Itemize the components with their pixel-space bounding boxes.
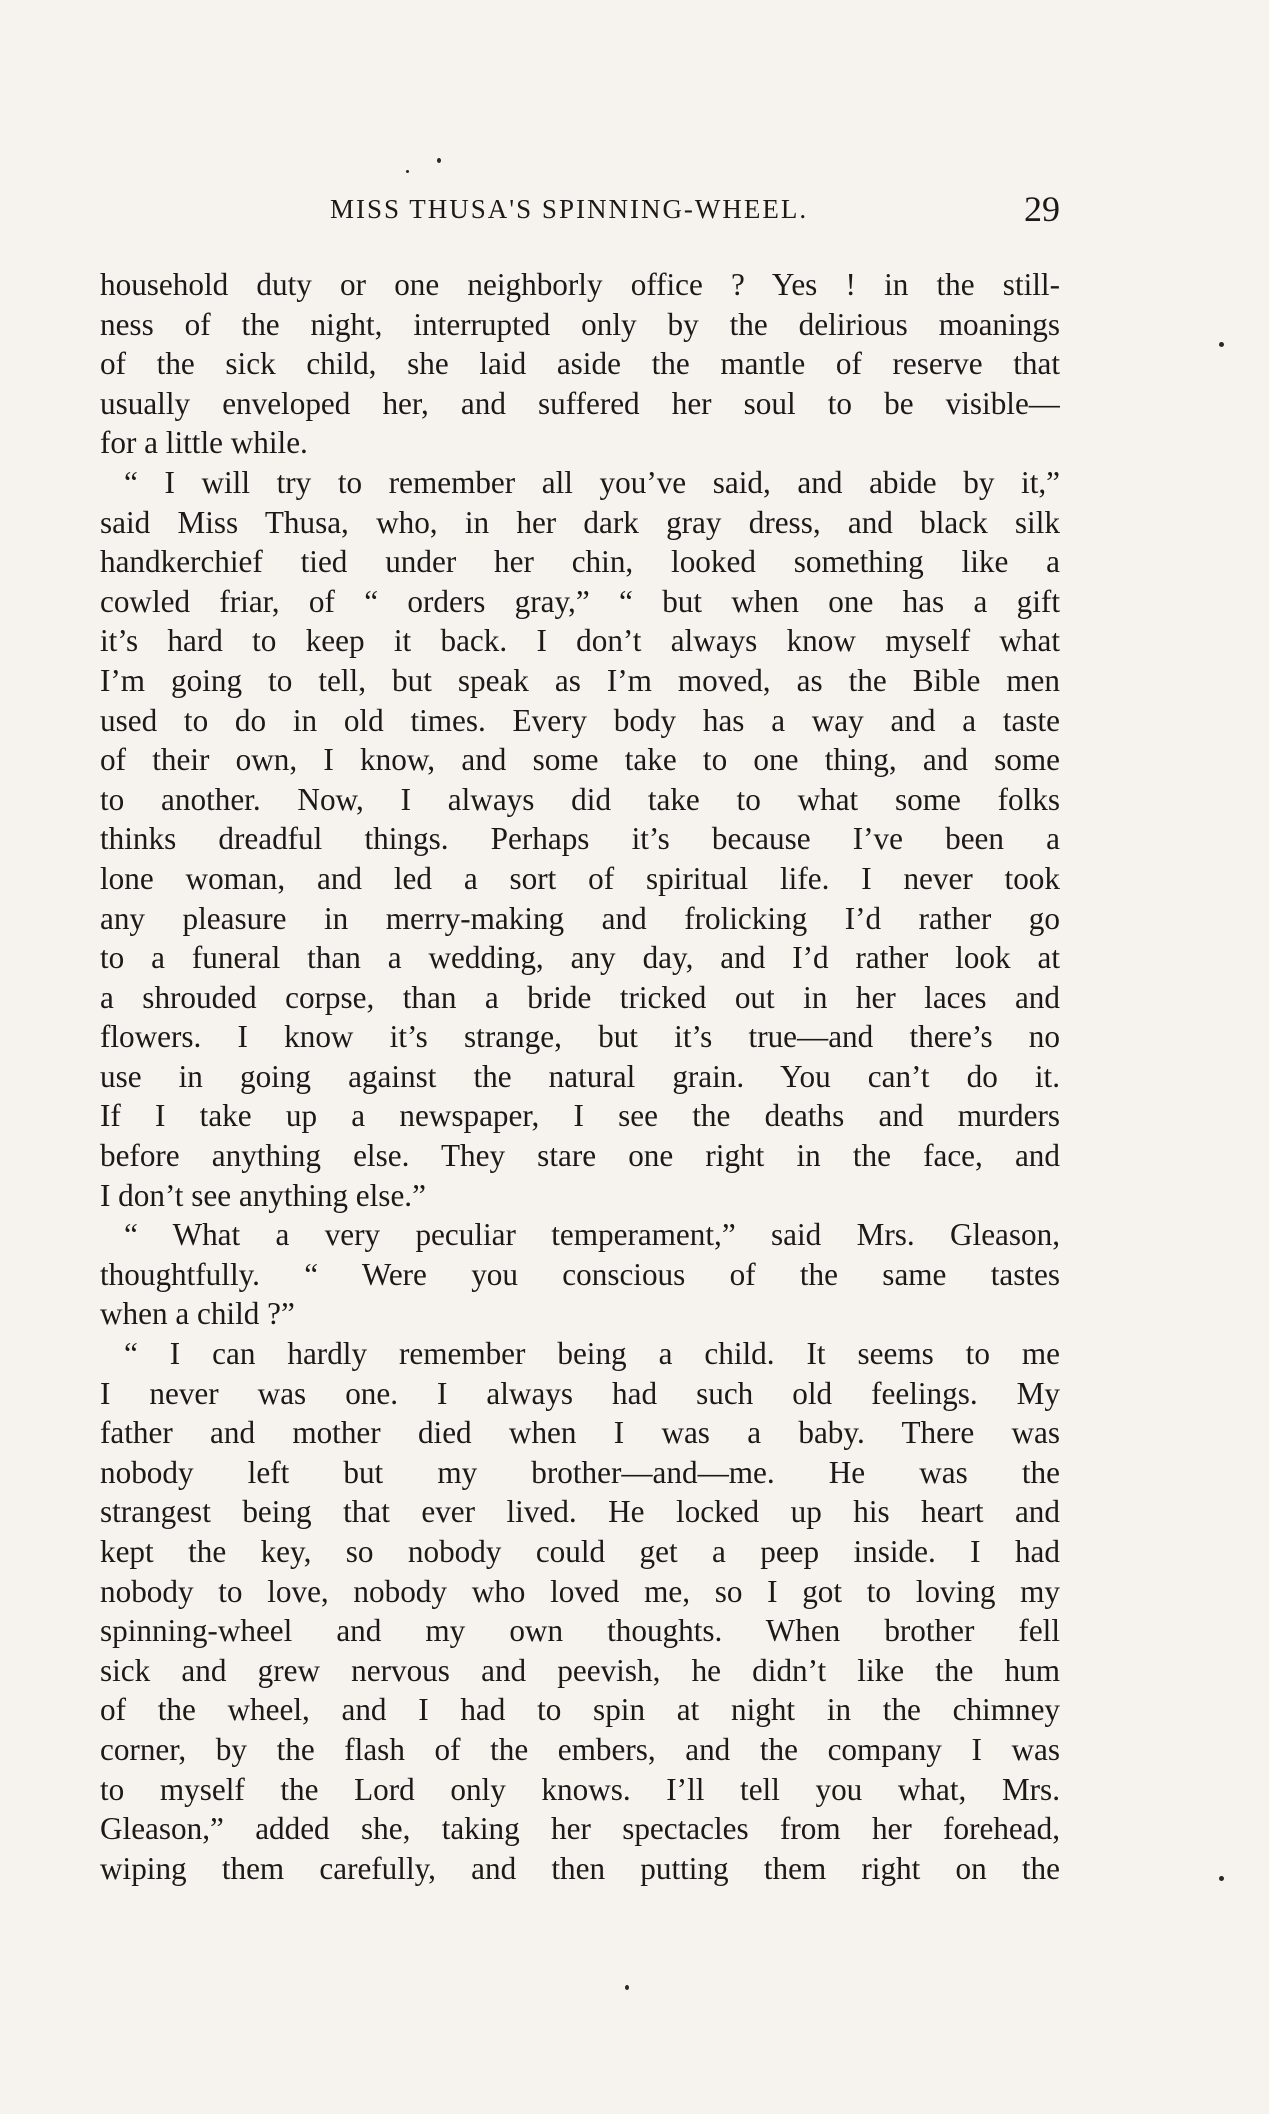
text-line: to myself the Lord only knows. I’ll tell you what, Mrs. bbox=[100, 1771, 1060, 1807]
scan-speck bbox=[1219, 1876, 1224, 1881]
text-line: spinning-wheel and my own thoughts. When brother fell bbox=[100, 1613, 1060, 1649]
text-line: handkerchief tied under her chin, looked something like a bbox=[100, 544, 1060, 580]
text-line: a shrouded corpse, than a bride tricked out in her laces and bbox=[100, 979, 1060, 1015]
scan-speck bbox=[1219, 342, 1224, 347]
text-line: thinks dreadful things. Perhaps it’s because I’ve been a bbox=[100, 821, 1060, 857]
text-line: it’s hard to keep it back. I don’t always know myself what bbox=[100, 623, 1060, 659]
text-line: when a child ?” bbox=[100, 1296, 295, 1332]
text-line: used to do in old times. Every body has a way and a taste bbox=[100, 702, 1060, 738]
text-line: before anything else. They stare one right in the face, and bbox=[100, 1138, 1060, 1174]
page-header bbox=[100, 188, 1060, 238]
scan-speck bbox=[406, 170, 409, 173]
running-head: MISS THUSA'S SPINNING-WHEEL. bbox=[330, 194, 809, 224]
text-line: ness of the night, interrupted only by the delirious moanings bbox=[100, 306, 1060, 342]
text-line: thoughtfully. “ Were you conscious of the same tastes bbox=[100, 1256, 1060, 1292]
text-line: lone woman, and led a sort of spiritual life. I never took bbox=[100, 860, 1060, 896]
text-line: any pleasure in merry-making and frolicking I’d rather go bbox=[100, 900, 1060, 936]
text-line: “ What a very peculiar temperament,” said Mrs. Gleason, bbox=[124, 1217, 1060, 1253]
text-line: flowers. I know it’s strange, but it’s true—and there’s no bbox=[100, 1019, 1060, 1055]
scan-speck bbox=[437, 158, 441, 163]
text-line: sick and grew nervous and peevish, he didn’t like the hum bbox=[100, 1652, 1060, 1688]
text-line: I’m going to tell, but speak as I’m moved, as the Bible men bbox=[100, 662, 1060, 698]
page-number: 29 bbox=[1024, 189, 1060, 229]
text-line: for a little while. bbox=[100, 425, 308, 461]
text-line: usually enveloped her, and suffered her soul to be visible— bbox=[100, 385, 1060, 421]
text-line: If I take up a newspaper, I see the deaths and murders bbox=[100, 1098, 1060, 1134]
text-line: “ I can hardly remember being a child. It seems to me bbox=[124, 1336, 1060, 1372]
text-line: said Miss Thusa, who, in her dark gray dress, and black silk bbox=[100, 504, 1060, 540]
text-line: use in going against the natural grain. You can’t do it. bbox=[100, 1058, 1060, 1094]
text-line: wiping them carefully, and then putting them right on the bbox=[100, 1850, 1060, 1886]
text-line: cowled friar, of “ orders gray,” “ but when one has a gift bbox=[100, 583, 1060, 619]
text-line: nobody to love, nobody who loved me, so I got to loving my bbox=[100, 1573, 1060, 1609]
text-line: of the wheel, and I had to spin at night in the chimney bbox=[100, 1692, 1060, 1728]
text-line: father and mother died when I was a baby. There was bbox=[100, 1415, 1060, 1451]
text-line: of the sick child, she laid aside the mantle of reserve that bbox=[100, 346, 1060, 382]
text-line: to another. Now, I always did take to what some folks bbox=[100, 781, 1060, 817]
text-line: household duty or one neighborly office ? Yes ! in the still- bbox=[100, 267, 1060, 302]
text-line: corner, by the flash of the embers, and the company I was bbox=[100, 1731, 1060, 1767]
text-line: kept the key, so nobody could get a peep inside. I had bbox=[100, 1534, 1060, 1569]
text-line: I never was one. I always had such old feelings. My bbox=[100, 1375, 1060, 1411]
text-line: nobody left but my brother—and—me. He was the bbox=[100, 1454, 1060, 1490]
text-line: I don’t see anything else.” bbox=[100, 1177, 426, 1213]
text-line: of their own, I know, and some take to one thing, and some bbox=[100, 742, 1060, 778]
body-text bbox=[100, 265, 1060, 1888]
text-line: “ I will try to remember all you’ve said, and abide by it,” bbox=[124, 464, 1060, 500]
text-line: Gleason,” added she, taking her spectacles from her forehead, bbox=[100, 1811, 1060, 1847]
scan-speck bbox=[625, 1985, 629, 1990]
text-line: strangest being that ever lived. He locked up his heart and bbox=[100, 1494, 1060, 1530]
text-line: to a funeral than a wedding, any day, and I’d rather look at bbox=[100, 940, 1060, 976]
